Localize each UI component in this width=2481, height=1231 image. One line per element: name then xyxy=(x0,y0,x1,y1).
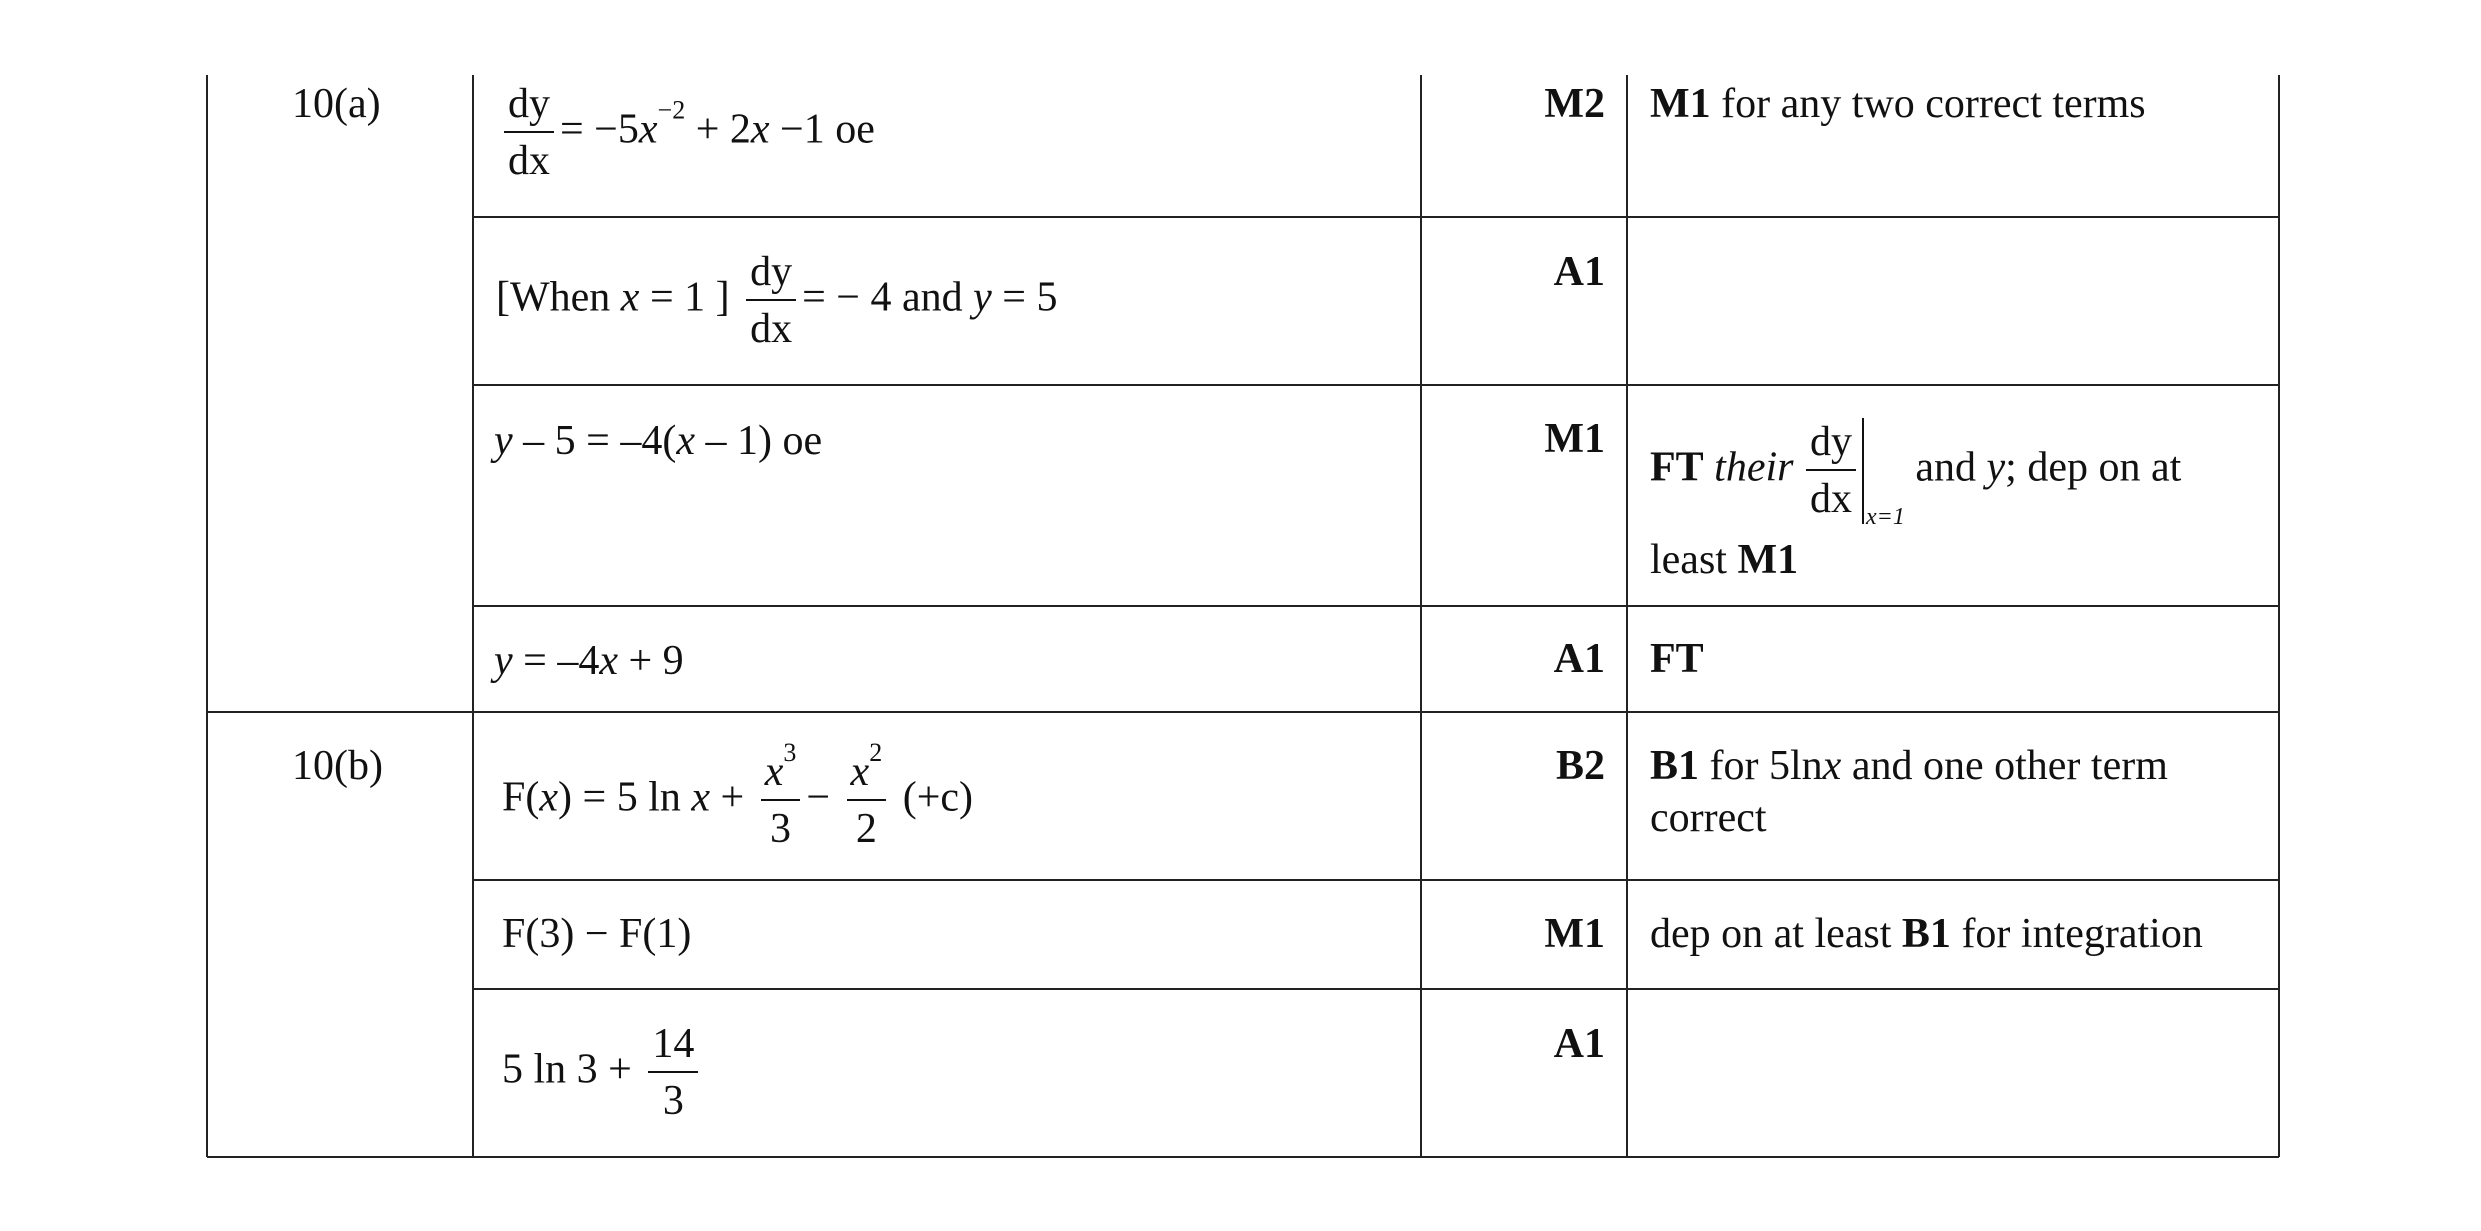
mark-m1-row3: M1 xyxy=(1544,416,1605,462)
guidance-row3: FT their $\frac{dy}{dx}$ x=1 and y; dep on at xyxy=(1650,419,2182,531)
mark-a1-row2: A1 xyxy=(1553,249,1605,295)
guidance-row4: FT xyxy=(1650,636,1704,682)
answer-derivative: $\frac{dy}{dx}$ = $-5x^{-2} + 2x -1$ oe xyxy=(498,80,875,186)
answer-tangent-equation: y – 5 = –4(x – 1) oe xyxy=(494,418,823,464)
answer-result: 5 ln 3 + $\frac{14}{3}$ xyxy=(502,1020,704,1126)
derivative-fraction: $\frac{dy}{dx}$ xyxy=(504,80,554,186)
gradient-fraction: $\frac{dy}{dx}$ xyxy=(746,248,796,354)
mark-m2: M2 xyxy=(1544,81,1605,127)
answer-limits: F(3) − F(1) xyxy=(502,911,692,957)
guidance-row3-line2: least M1 xyxy=(1650,537,1799,583)
square-fraction: $\frac{x^2}{2}$ xyxy=(847,748,887,854)
mark-a1-row4: A1 xyxy=(1553,636,1605,682)
question-label-10b: 10(b) xyxy=(292,743,383,789)
guidance-row1: M1 for any two correct terms xyxy=(1650,81,2146,127)
question-label-10a: 10(a) xyxy=(292,81,381,127)
mark-a1-row7: A1 xyxy=(1553,1021,1605,1067)
result-fraction: $\frac{14}{3}$ xyxy=(648,1020,698,1126)
guidance-row5-line2: correct xyxy=(1650,795,1767,841)
answer-gradient-value: [When x = 1 ] $\frac{dy}{dx}$ = − 4 and y = 5 xyxy=(496,249,1058,353)
mark-b2: B2 xyxy=(1555,743,1605,789)
answer-integral: F(x) = 5 ln x + $\frac{x^3}{3}$ − $\frac{x^2}{2}$ (+c) xyxy=(502,738,974,853)
cubic-fraction: $\frac{x^3}{3}$ xyxy=(761,748,801,854)
guidance-row5: B1 for 5lnx and one other term xyxy=(1650,743,2168,789)
answer-final-equation: y = –4x + 9 xyxy=(494,638,684,684)
mark-m1-row6: M1 xyxy=(1544,911,1605,957)
evaluated-derivative: $\frac{dy}{dx}$ xyxy=(1804,418,1864,524)
guidance-row6: dep on at least B1 for integration xyxy=(1650,911,2203,957)
